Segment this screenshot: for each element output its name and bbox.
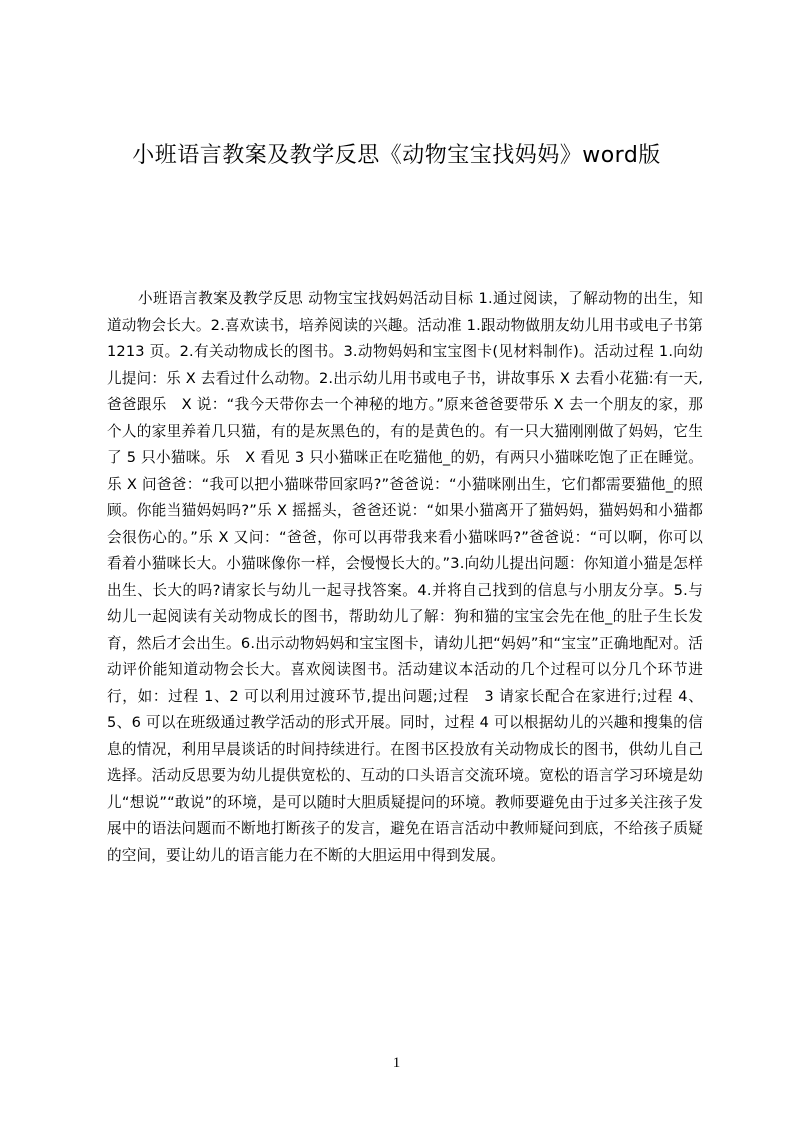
document-title: 小班语言教案及教学反思《动物宝宝找妈妈》word版 [132, 143, 661, 168]
document-body-paragraph: 小班语言教案及教学反思 动物宝宝找妈妈活动目标 1.通过阅读，了解动物的出生，知道动物会长大。2.喜欢读书，培养阅读的兴趣。活动准 1.跟动物做朋友幼儿用书或电子书第 1213 页。2.有关动物成长的图书。3.动物妈妈和宝宝图卡(见材料制作)。活动过程 1.向幼儿提问：乐 X 去看过什么动物。2.出示幼儿用书或电子书，讲故事乐 X 去看小花猫:有一天,爸爸跟乐 X 说：“我今天带你去一个神秘的地方。”原来爸爸要带乐 X 去一个朋友的家，那个人的家里养着几只猫，有的是灰黑色的，有的是黄色的。有一只大猫刚刚做了妈妈，它生了 5 只小猫咪。乐 X 看见 3 只小猫咪正在吃猫他_的奶，有两只小猫咪吃饱了正在睡觉。乐 X 问爸爸：“我可以把小猫咪带回家吗?”爸爸说：“小猫咪刚出生，它们都需要猫他_的照顾。你能当猫妈妈吗?”乐 X 摇摇头，爸爸还说：“如果小猫离开了猫妈妈，猫妈妈和小猫都会很伤心的。”乐 X 又问：“爸爸，你可以再带我来看小猫咪吗?”爸爸说：“可以啊，你可以看着小猫咪长大。小猫咪像你一样，会慢慢长大的。”3.向幼儿提出问题：你知道小猫是怎样出生、长大的吗?请家长与幼儿一起寻找答案。4.并将自己找到的信息与小朋友分享。5.与幼儿一起阅读有关动物成长的图书，帮助幼儿了解：狗和猫的宝宝会先在他_的肚子生长发育，然后才会出生。6.出示动物妈妈和宝宝图卡，请幼儿把“妈妈”和“宝宝”正确地配对。活动评价能知道动物会长大。喜欢阅读图书。活动建议本活动的几个过程可以分几个环节进行，如：过程 1、2 可以利用过渡环节,提出问题;过程 3 请家长配合在家进行;过程 4、5、6 可以在班级通过教学活动的形式开展。同时，过程 4 可以根据幼儿的兴趣和搜集的信息的情况，利用早晨谈话的时间持续进行。在图书区投放有关动物成长的图书，供幼儿自己选择。活动反思要为幼儿提供宽松的、互动的口头语言交流环境。宽松的语言学习环境是幼儿“想说”“敢说”的环境，是可以随时大胆质疑提问的环境。教师要避免由于过多关注孩子发展中的语法问题而不断地打断孩子的发言，避免在语言活动中教师疑问到底，不给孩子质疑的空间，要让幼儿的语言能力在不断的大胆运用中得到发展。 [107, 290, 703, 864]
page-number: 1 [392, 1055, 401, 1071]
